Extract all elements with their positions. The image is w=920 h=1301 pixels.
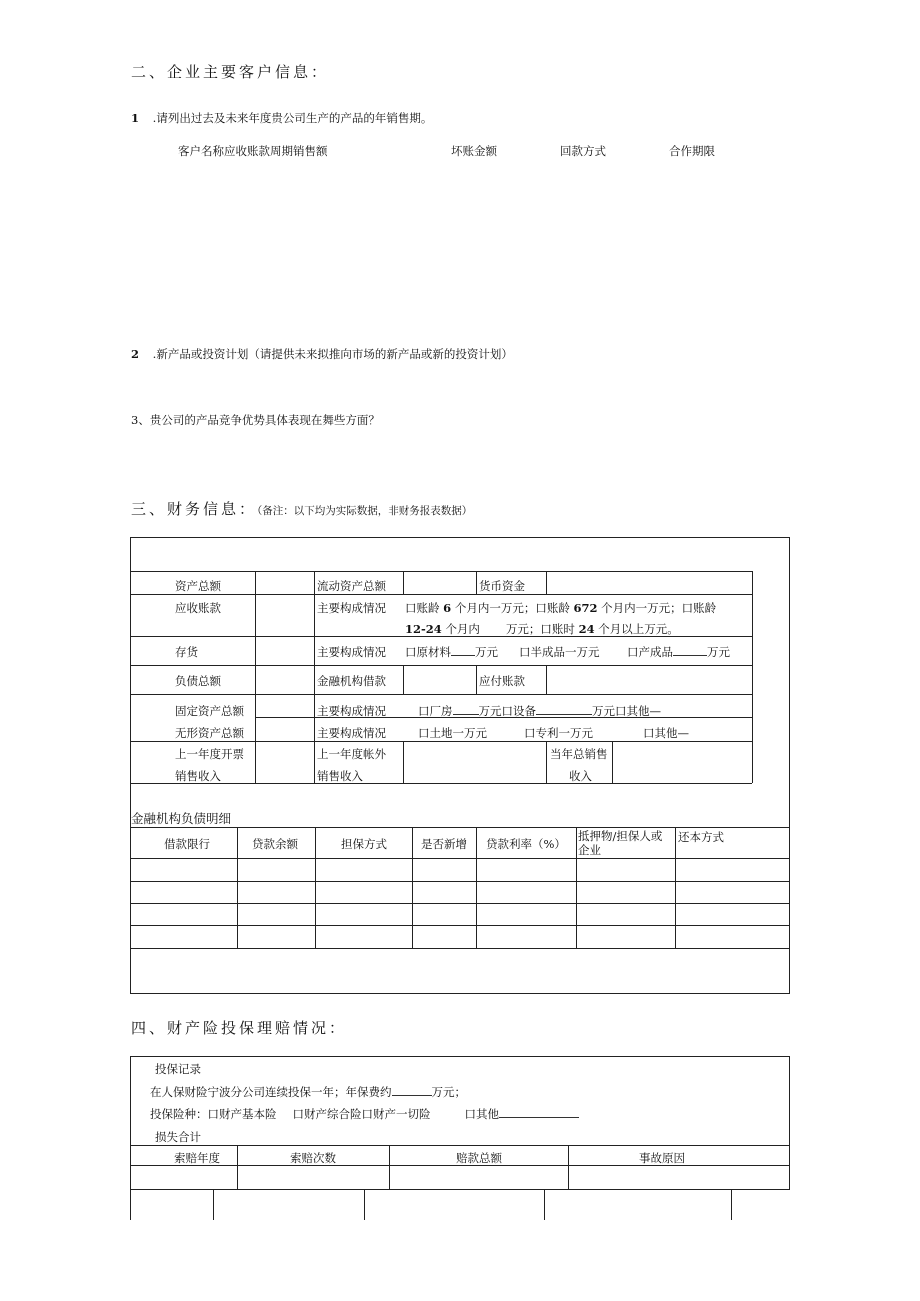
finance-header-lender: 借款限行 [164,837,210,851]
fixed-assets-items: 口厂房 万元口设备 万元口其他— [418,704,661,718]
label-invoiced-sales-2: 销售收入 [175,769,221,783]
label-offbook-sales-1: 上一年度帐外 [317,747,386,761]
loss-header-cause: 事故原因 [639,1151,685,1165]
section3-note: （备注：以下均为实际数据，非财务报表数据） [257,505,473,517]
finance-header-collateral: 抵押物/担保人或企业 [578,829,663,857]
intangible-other: 口其他— [643,726,689,740]
finance-header-guarantee: 担保方式 [341,837,387,851]
inventory-finished: 口产成品 万元 [627,645,730,659]
label-composition-intangible: 主要构成情况 [317,726,386,740]
question-2-text: .新产品或投资计划（请提供未来拟推向市场的新产品或新的投资计划） [152,347,513,361]
label-intangible: 无形资产总额 [175,726,244,740]
label-current-sales-1: 当年总销售 [550,747,608,761]
finance-header-new: 是否新增 [421,837,467,851]
loss-header-amount: 赔款总额 [456,1151,502,1165]
section2-title: 二、企业主要客户信息： [131,63,330,81]
question-2 [131,346,513,362]
insurance-table-frame [130,1056,790,1190]
section3-title: 三、财务信息： [131,500,258,518]
question-1-text: .请列出过去及未来年度贵公司生产的产品的年销售期。 [152,111,433,125]
receivables-aging-line2: 12-24 个月内 万元；口账时 24 个月以上万元。 [405,622,679,636]
label-total-liabilities: 负债总额 [175,674,221,688]
loss-header-year: 索赔年度 [174,1151,220,1165]
insurance-line-1: 在人保财险宁波分公司连续投保一年；年保费约 万元； [150,1085,466,1099]
label-offbook-sales-2: 销售收入 [317,769,363,783]
label-current-sales-2: 收入 [569,769,592,783]
insurance-line-2: 投保险种：口财产基本险 口财产综合险口财产一切险 口其他 [150,1106,579,1122]
question-1 [131,110,432,126]
label-receivables: 应收账款 [175,601,221,615]
label-fixed-assets: 固定资产总额 [175,704,244,718]
finance-header-balance: 贷款余额 [252,837,298,851]
label-current-assets: 流动资产总额 [317,579,386,593]
label-payables: 应付账款 [479,674,525,688]
intangible-patent: 口专利一万元 [524,726,593,740]
finance-header-repayment: 还本方式 [678,830,724,844]
label-total-assets: 资产总额 [175,579,221,593]
loss-total-label: 损失合计 [155,1130,201,1144]
col-baddebt-header: 坏账金额 [451,144,497,158]
label-inventory: 存货 [175,645,198,659]
section4-title: 四、财产险投保理赔情况： [131,1019,348,1037]
finance-header-rate: 贷款利率（%） [486,837,566,851]
label-cash: 货币资金 [479,579,525,593]
inventory-semi: 口半成品一万元 [519,645,600,659]
loss-header-count: 索赔次数 [290,1151,336,1165]
label-composition-inventory: 主要构成情况 [317,645,386,659]
col-customer-header: 客户名称应收账款周期销售额 [178,144,328,158]
question-2-number: 2 [131,347,140,361]
intangible-land: 口土地一万元 [418,726,487,740]
label-composition-receivables: 主要构成情况 [317,601,386,615]
col-payment-header: 回款方式 [560,144,606,158]
receivables-aging-line1: 口账龄 6 个月内一万元；口账龄 672 个月内一万元；口账龄 [405,601,717,615]
label-bank-loans: 金融机构借款 [317,674,386,688]
question-1-number: 1 [131,111,140,125]
label-composition-fixed: 主要构成情况 [317,704,386,718]
inventory-raw: 口原材料 万元 [405,645,498,659]
col-period-header: 合作期限 [669,144,715,158]
section3-heading [131,498,472,519]
question-3: 3、贵公司的产品竞争优势具体表现在舞些方面？ [131,413,380,427]
insurance-record-label: 投保记录 [155,1062,201,1076]
label-invoiced-sales-1: 上一年度开票 [175,747,244,761]
finance-detail-title: 金融机构负债明细 [131,811,232,826]
